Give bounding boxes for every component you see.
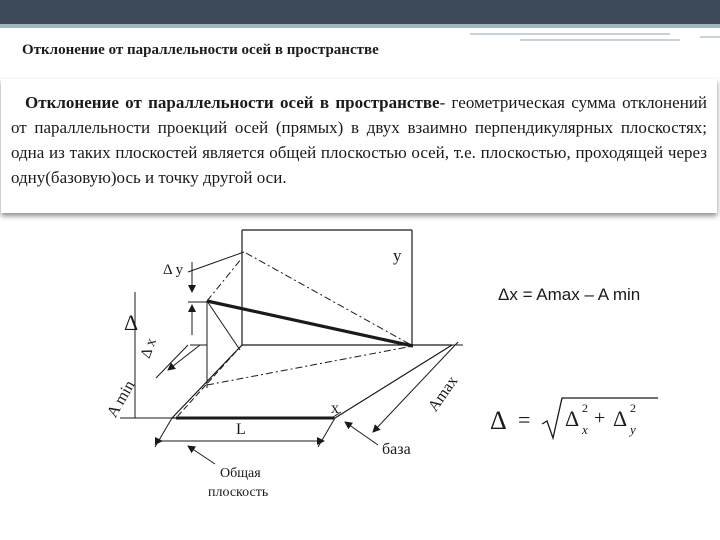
label-common-plane-line1: Общая (220, 466, 261, 481)
formula-term1: Δ (565, 406, 580, 431)
formula-sub1: x (582, 422, 588, 437)
label-y-axis: y (393, 246, 402, 265)
formula-plus: + (594, 407, 606, 429)
label-base: база (382, 441, 411, 458)
formula-sub2: y (630, 422, 636, 437)
inclined-axis-line (207, 301, 413, 346)
definition-term: Отклонение от параллельности осей в пространстве (25, 93, 440, 112)
label-delta-x: Δ x (138, 336, 160, 361)
construction-lines (176, 253, 413, 418)
label-l: L (236, 421, 246, 438)
formula-term2: Δ (613, 406, 628, 431)
slide-title: Отклонение от параллельности осей в пространстве (22, 42, 379, 58)
delta-y-dimension (188, 252, 244, 335)
label-a-max: Amax (425, 372, 462, 415)
definition-text: - геометрическая сумма отклонений от параллельности проекций осей (прямых) в двух взаимно перпендикулярных плоскостях; одна из таких плоскостей является общей плоскостью осей, т.е. плоскостью, проходящей через одну(базовую)ось и точку другой оси. (11, 93, 707, 187)
label-delta: Δ (124, 310, 139, 335)
formula-sup2: 2 (630, 401, 636, 415)
label-x-axis: x (331, 400, 339, 417)
formula (490, 392, 660, 452)
pointer-arrows (188, 412, 378, 464)
formula-lhs: Δ (490, 406, 507, 435)
label-delta-y: Δ y (163, 262, 184, 278)
label-common-plane-line2: плоскость (208, 485, 269, 500)
formula-equals: = (518, 407, 531, 432)
label-a-min: A min (104, 377, 139, 421)
formula-sup1: 2 (582, 401, 588, 415)
base-plane (172, 345, 452, 418)
delta-x-equation: Δx = Amax – A min (498, 285, 641, 304)
